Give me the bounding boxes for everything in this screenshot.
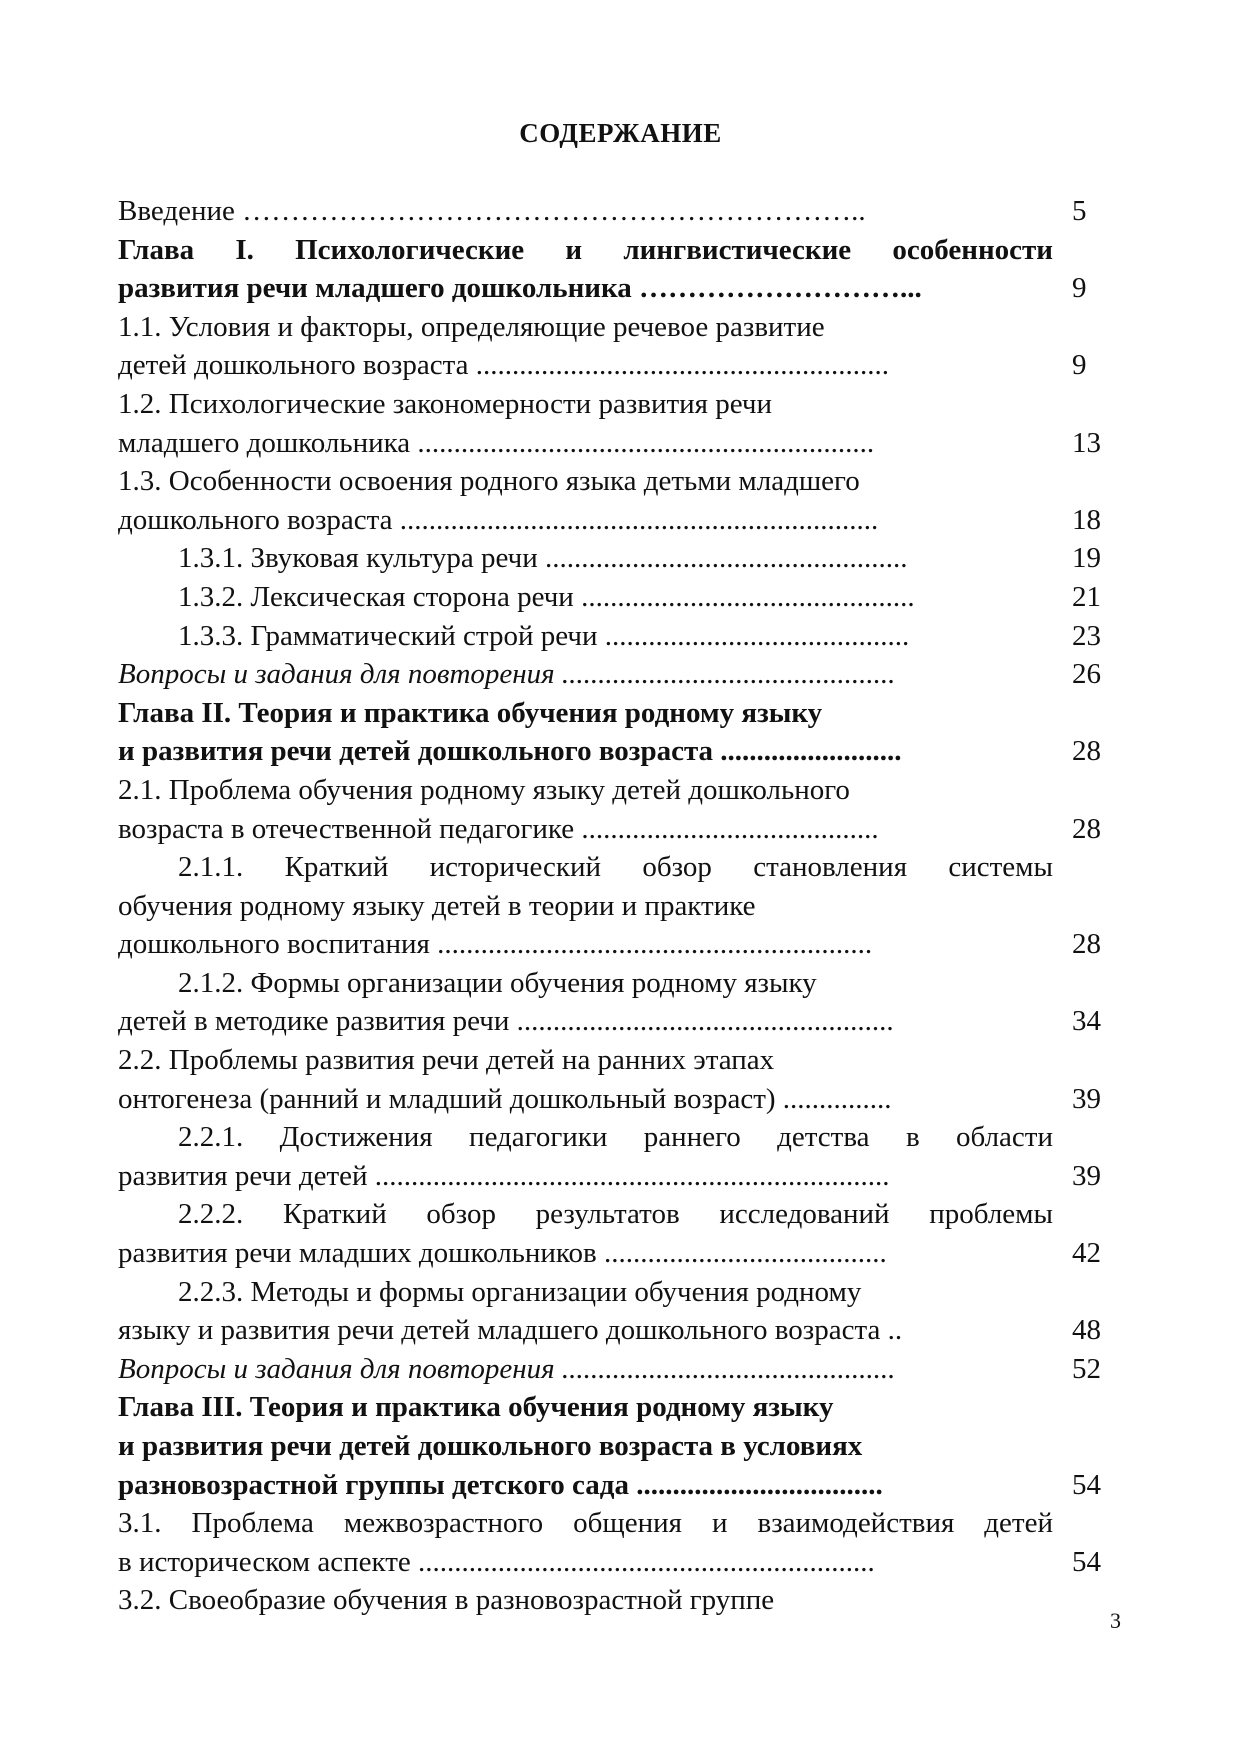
toc-entry-text: 3.2. Своеобразие обучения в разновозрастной группе xyxy=(118,1584,775,1617)
toc-entry-text: 2.1.2. Формы организации обучения родному языку xyxy=(178,966,817,999)
toc-entry-text: обучения родному языку детей в теории и практике xyxy=(118,889,756,922)
toc-line xyxy=(118,1118,1130,1157)
toc-line xyxy=(118,1157,1130,1196)
toc-entry-page: 54 xyxy=(1072,1545,1101,1578)
toc-line xyxy=(118,925,1130,964)
toc-line xyxy=(118,848,1130,887)
toc-entry-text: Вопросы и задания для повторения .............................................. xyxy=(118,658,896,691)
toc-entry-text: и развития речи детей дошкольного возраста ......................... xyxy=(118,735,902,768)
toc-line xyxy=(118,539,1130,578)
toc-entry-page: 42 xyxy=(1072,1237,1101,1270)
toc-entry-text: 2.2.2. Краткий обзор результатов исследований проблемы xyxy=(178,1198,1053,1231)
toc-entry-text: 2.1. Проблема обучения родному языку детей дошкольного xyxy=(118,773,850,806)
toc-entry-text: онтогенеза (ранний и младший дошкольный возраст) ............... xyxy=(118,1082,892,1115)
toc-entry-page: 18 xyxy=(1072,503,1101,536)
toc-line xyxy=(118,732,1130,771)
toc-line xyxy=(118,1427,1130,1466)
toc-line xyxy=(118,1234,1130,1273)
toc-entry-page: 48 xyxy=(1072,1314,1101,1347)
toc-line xyxy=(118,192,1130,231)
toc-entry-text: 2.2. Проблемы развития речи детей на ранних этапах xyxy=(118,1044,775,1077)
toc-entry-text: 1.3. Особенности освоения родного языка детьми младшего xyxy=(118,465,860,498)
toc-line xyxy=(118,1466,1130,1505)
toc-line xyxy=(118,346,1130,385)
toc-line xyxy=(118,617,1130,656)
toc-line xyxy=(118,501,1130,540)
toc-entry-page: 13 xyxy=(1072,426,1101,459)
toc-line xyxy=(118,1350,1130,1389)
toc-line xyxy=(118,1273,1130,1312)
toc-entry-page: 52 xyxy=(1072,1352,1101,1385)
toc-entry-text: 1.3.1. Звуковая культура речи .................................................. xyxy=(178,542,908,575)
toc-line xyxy=(118,1581,1130,1620)
toc-entry-page: 26 xyxy=(1072,658,1101,691)
toc-line xyxy=(118,655,1130,694)
toc-entry-text: разновозрастной группы детского сада .................................. xyxy=(118,1468,883,1501)
toc-line xyxy=(118,269,1130,308)
toc-entry-page: 9 xyxy=(1072,272,1087,305)
toc-entry-text: детей дошкольного возраста ......................................................... xyxy=(118,349,889,382)
toc-line xyxy=(118,424,1130,463)
toc-line xyxy=(118,462,1130,501)
toc-entry-page: 9 xyxy=(1072,349,1087,382)
page-number: 3 xyxy=(1110,1608,1121,1633)
toc-line xyxy=(118,1002,1130,1041)
toc-entry-text: дошкольного воспитания ............................................................ xyxy=(118,928,873,961)
toc-entry-text: 3.1. Проблема межвозрастного общения и взаимодействия детей xyxy=(118,1507,1053,1540)
toc-line xyxy=(118,1080,1130,1119)
toc-entry-page: 21 xyxy=(1072,580,1101,613)
toc-entry-text: возраста в отечественной педагогике ......................................... xyxy=(118,812,879,845)
toc-line xyxy=(118,694,1130,733)
toc-entry-page: 19 xyxy=(1072,542,1101,575)
page-title: СОДЕРЖАНИЕ xyxy=(519,118,722,148)
toc-entry-page: 28 xyxy=(1072,812,1101,845)
toc-line xyxy=(118,385,1130,424)
toc-entry-text: 1.2. Психологические закономерности развития речи xyxy=(118,387,773,420)
toc-entry-page: 28 xyxy=(1072,735,1101,768)
toc-entry-page: 39 xyxy=(1072,1082,1101,1115)
toc-line xyxy=(118,1041,1130,1080)
toc-line xyxy=(118,308,1130,347)
toc-entry-text: младшего дошкольника ............................................................... xyxy=(118,426,875,459)
toc-entry-text: 2.2.3. Методы и формы организации обучения родному xyxy=(178,1275,862,1308)
toc-entry-page: 54 xyxy=(1072,1468,1101,1501)
toc-entry-text: 1.3.3. Грамматический строй речи .......................................... xyxy=(178,619,910,652)
toc-entry-text: дошкольного возраста .................................................................. xyxy=(118,503,879,536)
toc-entry-page: 5 xyxy=(1072,195,1087,227)
toc-entry-text: Глава II. Теория и практика обучения родному языку xyxy=(118,696,823,729)
toc-entry-text: 1.1. Условия и факторы, определяющие речевое развитие xyxy=(118,310,825,343)
toc-line xyxy=(118,1195,1130,1234)
torn-text-mask xyxy=(520,1620,760,1634)
toc-line xyxy=(118,1388,1130,1427)
toc-entry-text: 2.1.1. Краткий исторический обзор становления системы xyxy=(178,851,1053,884)
toc-entry-text: Глава III. Теория и практика обучения родному языку xyxy=(118,1391,834,1424)
toc-entry-text: детей в методике развития речи .................................................... xyxy=(118,1005,894,1038)
toc-entry-text: развития речи детей ....................................................................... xyxy=(118,1159,890,1192)
toc-entry-page: 39 xyxy=(1072,1159,1101,1192)
toc-line xyxy=(118,1504,1130,1543)
toc-entry-text: языку и развития речи детей младшего дошкольного возраста .. xyxy=(118,1314,903,1347)
toc-line xyxy=(118,810,1130,849)
toc-line xyxy=(118,578,1130,617)
toc-entry-text: в историческом аспекте ............................................................... xyxy=(118,1545,875,1578)
toc-entry-text: Вопросы и задания для повторения .............................................. xyxy=(118,1352,896,1385)
toc-entry-text: и развития речи детей дошкольного возраста в условиях xyxy=(118,1430,863,1462)
toc-line xyxy=(118,771,1130,810)
table-of-contents xyxy=(118,192,1130,1620)
toc-line xyxy=(118,1543,1130,1582)
toc-entry-text: Введение ……………………………………………………….. xyxy=(118,195,866,227)
toc-entry-text: 1.3.2. Лексическая сторона речи .............................................. xyxy=(178,580,915,613)
toc-entry-page: 23 xyxy=(1072,619,1101,652)
toc-entry-text: развития речи младших дошкольников ....................................... xyxy=(118,1237,887,1270)
toc-entry-page: 28 xyxy=(1072,928,1101,961)
toc-line xyxy=(118,964,1130,1003)
toc-entry-page: 34 xyxy=(1072,1005,1101,1038)
toc-line xyxy=(118,231,1130,270)
toc-entry-text: 2.2.1. Достижения педагогики раннего детства в области xyxy=(178,1121,1053,1154)
toc-entry-text: развития речи младшего дошкольника ………………………... xyxy=(118,272,922,305)
toc-line xyxy=(118,887,1130,926)
toc-line xyxy=(118,1311,1130,1350)
toc-entry-text: Глава I. Психологические и лингвистические особенности xyxy=(118,233,1053,266)
